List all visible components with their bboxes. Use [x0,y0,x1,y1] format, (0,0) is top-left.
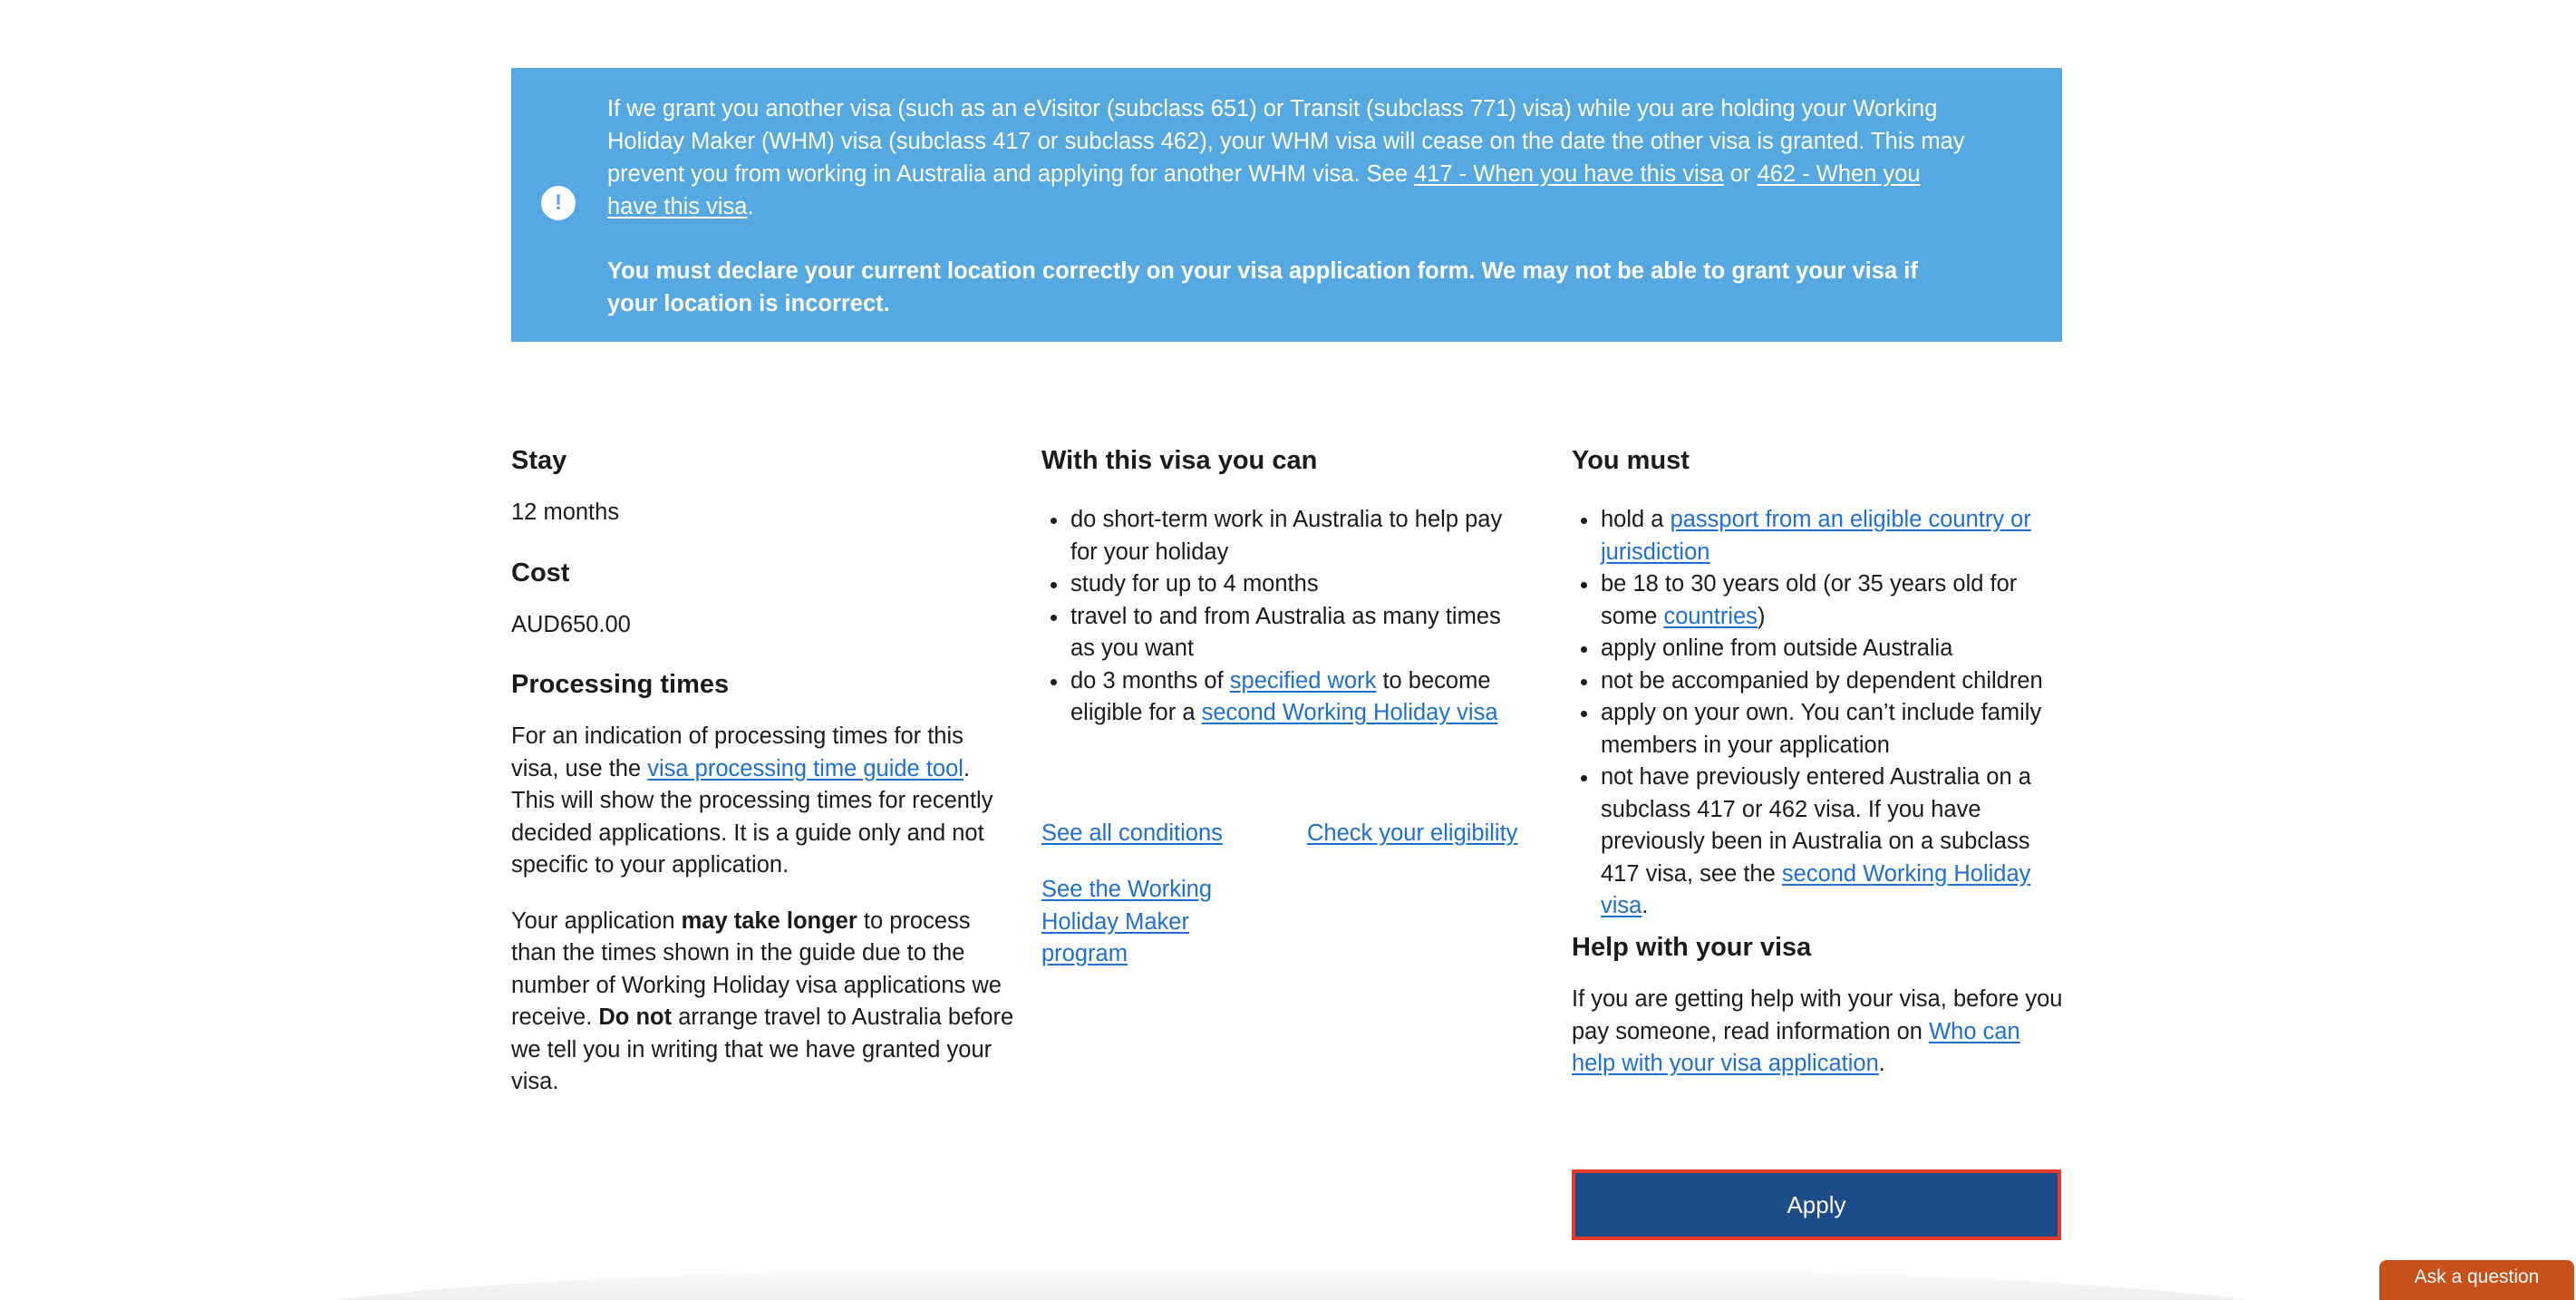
link-462-when-you-have-visa[interactable]: 462 - When you have this visa [607,161,1921,219]
list-item-text: be 18 to 30 years old (or 35 years old for some [1601,571,2018,629]
who-can-help-link[interactable]: Who can help with your visa application [1572,1018,2020,1076]
second-working-holiday-visa-link[interactable]: second Working Holiday visa [1201,700,1498,725]
link-417-when-you-have-visa[interactable]: 417 - When you have this visa [1414,161,1724,187]
list-item: apply on your own. You can’t include family members in your application [1572,697,2066,762]
stay-heading: Stay [511,446,567,475]
list-item-text: to become eligible for a [1070,667,1491,725]
footer-shadow [272,1265,2311,1300]
help-text: . [1878,1051,1885,1076]
exclamation-icon: ! [541,186,576,220]
list-item-text: ) [1757,603,1766,629]
help-with-visa-text [1572,984,2066,1081]
processing-text: . This will show the processing times for recently decided applications. It is a guide only and not specific to your application. [511,755,993,878]
list-item [1041,665,1526,730]
requirements-column [1572,442,2066,923]
you-must-heading: You must [1572,446,1690,475]
list-item-text: hold a [1601,507,1671,532]
list-item-text: . [1641,893,1649,918]
list-item [1572,504,2066,568]
processing-times-heading: Processing times [511,670,730,699]
processing-times-info [511,721,1014,882]
list-item-text: do 3 months of [1070,667,1230,694]
emphasis-text: Do not [598,1004,673,1030]
list-item [1572,568,2066,633]
notice-text [607,92,1971,223]
apply-button[interactable]: Apply [1572,1169,2061,1240]
processing-text: Your application [511,907,682,934]
processing-text: arrange travel to Australia before we tell you in writing that we have granted your visa. [511,1004,1014,1094]
visa-details-column [511,442,1014,1099]
list-item: study for up to 4 months [1041,568,1526,601]
processing-warning [511,906,1014,1099]
list-item-text: not have previously entered Australia on a subclass 417 or 462 visa. If you have previously been in Australia on a subclass 417 visa, see the [1601,764,2031,887]
notice-location-warning: You must declare your current location correctly on your visa application form. We may not be able to grant your visa if your location is incorrect. [607,258,1918,316]
stay-value: 12 months [511,500,620,525]
list-item: not be accompanied by dependent children [1572,665,2066,698]
eligible-passport-link[interactable]: passport from an eligible country or jurisdiction [1601,507,2031,565]
processing-text: to process than the times shown in the guide due to the number of Working Holiday visa applications we receive. [511,907,1002,1030]
visa-processing-time-guide-link[interactable]: visa processing time guide tool [647,755,964,781]
specified-work-link[interactable]: specified work [1229,667,1377,694]
list-item [1572,762,2066,923]
ask-a-question-button[interactable]: Ask a question [2379,1260,2574,1300]
list-item: travel to and from Australia as many times as you want [1041,601,1526,665]
see-all-conditions-link[interactable]: See all conditions [1041,820,1223,846]
list-item: do short-term work in Australia to help pay for your holiday [1041,504,1526,568]
list-item: apply online from outside Australia [1572,633,2066,665]
cost-value: AUD650.00 [511,611,631,637]
processing-text: For an indication of processing times for this visa, use the [511,723,964,781]
benefits-list [1041,504,1526,730]
countries-link[interactable]: countries [1663,603,1758,629]
with-this-visa-heading: With this visa you can [1041,446,1318,475]
check-eligibility-link[interactable]: Check your eligibility [1307,820,1518,846]
notice-text-period: . [747,194,754,219]
help-with-visa-heading: Help with your visa [1572,933,1812,962]
notice-text-part: If we grant you another visa (such as an eVisitor (subclass 651) or Transit (subclass 771) visa) while you are holding your Working Holiday Maker (WHM) visa (subclass 417 or subclass 462), your WHM visa will cease on the date the other visa is granted. This may prevent you from working in Australia and applying for another WHM visa. See [607,96,1965,187]
help-text: If you are getting help with your visa, before you pay someone, read information on [1572,986,2063,1044]
help-with-visa-section [1572,929,2066,1081]
emphasis-text: may take longer [681,907,857,934]
notice-banner [511,68,2062,342]
requirements-list [1572,504,2066,923]
cost-heading: Cost [511,558,570,587]
second-working-holiday-visa-link[interactable]: second Working Holiday visa [1601,860,2031,918]
visa-benefits-column [1041,442,1526,730]
working-holiday-maker-program-link[interactable]: See the Working Holiday Maker program [1041,877,1213,966]
notice-text-or: or [1723,161,1758,187]
